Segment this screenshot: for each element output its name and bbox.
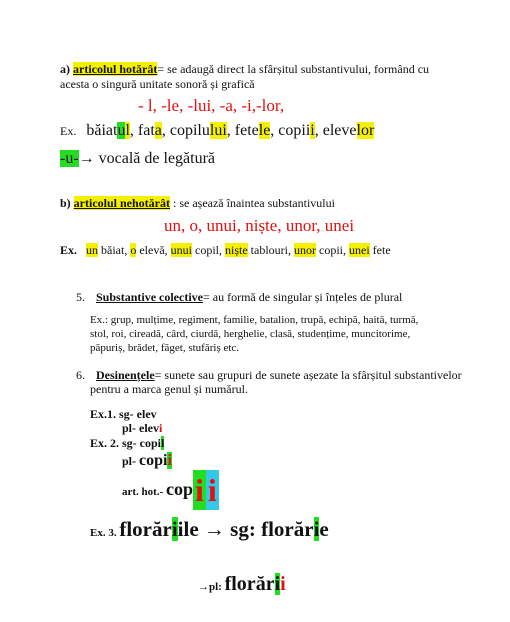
linking-vowel-text: vocală de legătură [94, 150, 216, 167]
plural-ending: i [159, 421, 163, 435]
section-a-def2: acesta o singură unitate sonoră și grafică [60, 77, 255, 91]
example-stem: fete [234, 122, 259, 139]
item-6-def1: = sunete sau grupuri de sunete așezate la sfârșitul substantivelor [154, 368, 462, 382]
section-a-def1: = se adaugă direct la sfârșitul substantivului, formând cu [157, 62, 430, 76]
article-ending: i [310, 122, 315, 139]
singular-ending: i [313, 517, 320, 541]
example-stem: copilu [169, 122, 210, 139]
item-number: 6. [76, 368, 85, 382]
arrow-icon: → [78, 150, 95, 167]
arrow-icon: → sg: [198, 517, 262, 541]
article-ending: lui [209, 122, 227, 139]
indefinite-forms: un, o, unui, niște, unor, unei [164, 216, 355, 235]
example-stem: fat [137, 122, 155, 139]
indefinite-article: o [130, 243, 137, 257]
definite-endings: - l, -le, -lui, -a, -i,-lor, [138, 96, 285, 115]
linking-vowel-note [60, 150, 215, 168]
section-a-definition-line1 [60, 62, 429, 77]
plural-ending: i [274, 573, 281, 595]
section-b-definition [60, 196, 335, 211]
plural-ending: i [195, 472, 204, 508]
definite-examples: Ex. băiatul, fata, copilului, fetele, copiii, elevelor [60, 122, 375, 139]
plural-ending: i [167, 452, 172, 469]
ex3-line: Ex. 3. florăriile → sg: florărie [90, 517, 329, 541]
ex2-singular: Ex. 2. sg- copil [90, 436, 165, 450]
example-stem: băiat [86, 122, 118, 139]
article-ending: lor [356, 122, 375, 139]
term-indefinite-article: articolul nehotărât [73, 196, 170, 210]
section-b-label: b) [60, 196, 71, 210]
item-6-title: Desinențele [96, 368, 155, 382]
plural-ending: i [280, 573, 286, 595]
linking-vowel: u [117, 122, 126, 139]
ex1-plural: pl- elevi [122, 421, 163, 435]
term-definite-article: articolul hotărât [73, 62, 158, 76]
item-number: 5. [76, 290, 85, 304]
indefinite-article: niște [225, 243, 248, 257]
indefinite-article: unui [170, 243, 192, 257]
item-5-title: Substantive colective [96, 290, 203, 304]
linking-vowel-hl: -u- [60, 150, 79, 167]
item-6-heading [76, 368, 462, 383]
section-a-label: a) [60, 62, 70, 76]
ex1-singular: Ex.1. sg- elev [90, 407, 157, 421]
singular-ending: i [171, 517, 178, 541]
indefinite-article: un [86, 243, 99, 257]
article-ending: a [154, 122, 162, 139]
section-b-def: : se așează înaintea substantivului [170, 196, 335, 210]
item-5-def: = au formă de singular și înțeles de plural [203, 290, 403, 304]
article-ending: i [207, 472, 217, 508]
collective-examples-line3: păpuriș, brădet, făget, stufăriș etc. [90, 342, 240, 354]
singular-ending: l [161, 436, 165, 450]
collective-examples-line2: stol, roi, cireadă, cârd, ciurdă, herghelie, clasă, studențime, muncitorime, [90, 328, 411, 340]
indefinite-article: unor [294, 243, 316, 257]
collective-examples-line1: Ex.: grup, mulțime, regiment, familie, batalion, trupă, echipă, haită, turmă, [90, 314, 419, 326]
indefinite-article: unei [349, 243, 370, 257]
ex3-plural: →pl: florării [198, 573, 286, 595]
article-ending: l [125, 122, 130, 139]
indefinite-examples: Ex. un băiat, o elevă, unui copil, niște tablouri, unor copii, unei fete [60, 243, 391, 257]
ex-prefix: Ex. [60, 243, 78, 257]
ex-prefix: Ex. [60, 124, 77, 138]
ex2-plural: pl- copii [122, 452, 172, 469]
example-stem: eleve [322, 122, 357, 139]
definite-plural-form: $^{art. hot.-}$ copi i [122, 472, 217, 508]
item-5-heading [76, 290, 402, 305]
example-stem: copii [278, 122, 311, 139]
article-ending: le [258, 122, 271, 139]
item-6-def2: pentru a marca genul și numărul. [90, 382, 248, 396]
